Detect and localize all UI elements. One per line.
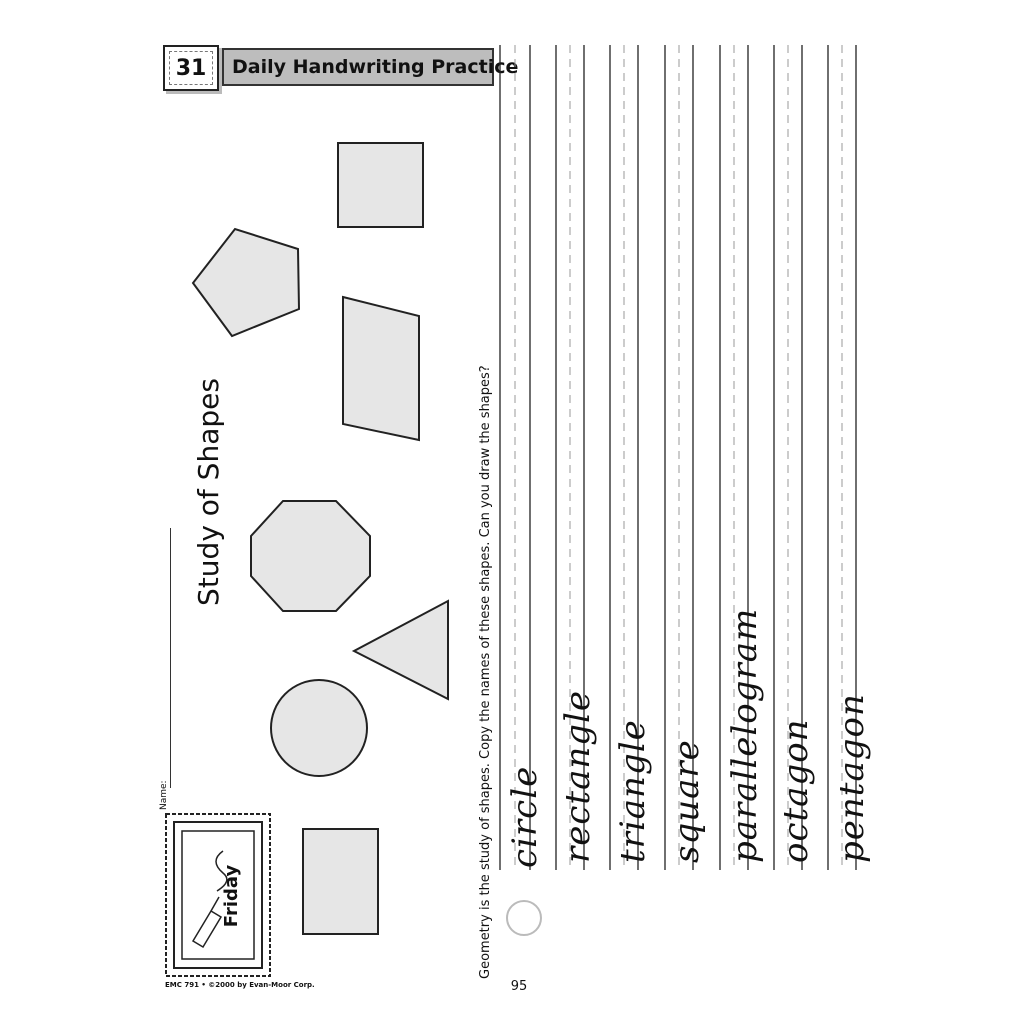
rectangle-shape xyxy=(303,829,378,934)
lesson-number: 31 xyxy=(175,55,207,81)
hole-punch-icon xyxy=(507,901,541,935)
instructions: Geometry is the study of shapes. Copy the names of these shapes. Can you draw the shapes? xyxy=(478,365,493,979)
practice-word-circle: circle xyxy=(505,765,545,868)
practice-word-triangle: triangle xyxy=(613,719,653,863)
octagon-shape xyxy=(251,501,370,611)
page-title: Study of Shapes xyxy=(191,378,225,606)
page-number: 95 xyxy=(510,979,528,994)
day-label: Friday xyxy=(220,864,242,928)
square-shape xyxy=(338,143,423,227)
pentagon-shape xyxy=(193,229,299,336)
triangle-shape xyxy=(354,601,448,699)
practice-word-octagon: octagon xyxy=(776,718,816,863)
practice-word-square: square xyxy=(667,739,707,863)
copyright-footer: EMC 791 • ©2000 by Evan-Moor Corp. xyxy=(165,981,315,989)
practice-word-parallelogram: parallelogram xyxy=(725,607,765,863)
parallelogram-shape xyxy=(343,297,419,440)
handwriting-guide-lines xyxy=(495,0,875,1022)
name-label: Name: xyxy=(159,780,169,810)
practice-word-rectangle: rectangle xyxy=(558,689,598,863)
series-title: Daily Handwriting Practice xyxy=(232,56,519,78)
practice-word-pentagon: pentagon xyxy=(832,693,872,863)
circle-shape xyxy=(271,680,367,776)
